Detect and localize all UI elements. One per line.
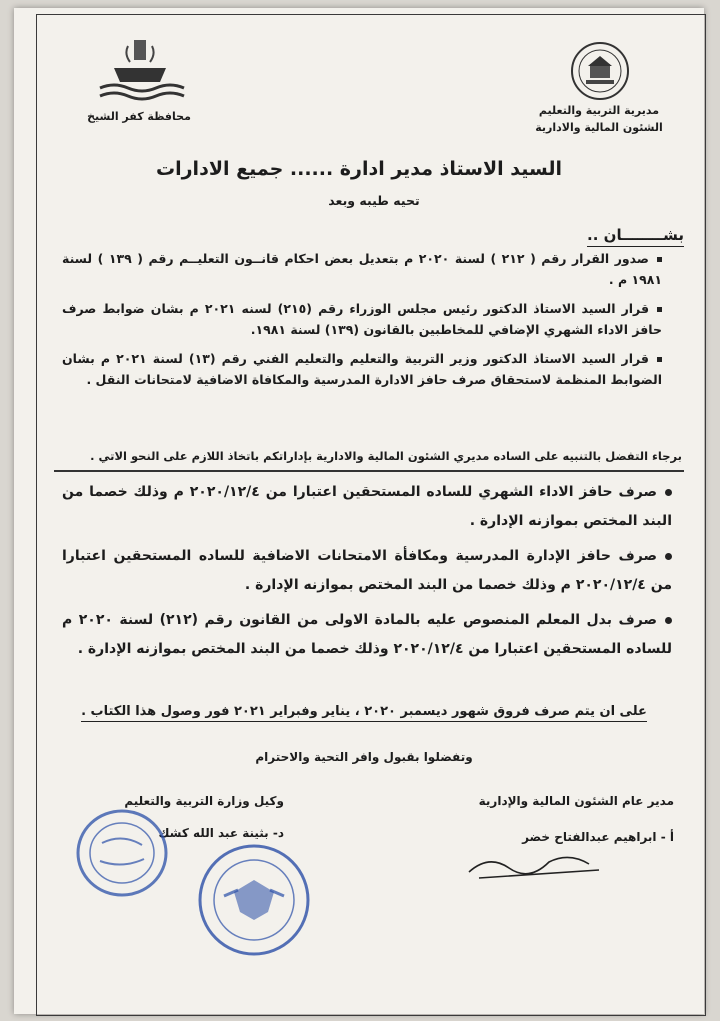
- greeting: تحيه طيبه وبعد: [328, 193, 420, 208]
- round-bullet-icon: [665, 553, 672, 560]
- subject-label: بشــــــــان ..: [587, 226, 684, 247]
- governorate-name: محافظة كفر الشيخ: [87, 110, 191, 123]
- square-bullet-icon: [657, 357, 662, 362]
- round-bullet-icon: [665, 489, 672, 496]
- ministry-logo: [569, 40, 631, 102]
- square-bullet-icon: [657, 257, 662, 262]
- references-list: [62, 248, 662, 390]
- addressee-title: السيد الاستاذ مدير ادارة ...... جميع الادارات: [156, 158, 562, 180]
- department-name: الشئون المالية والادارية: [535, 121, 663, 134]
- action-item: صرف بدل المعلم المنصوص عليه بالمادة الاولى من القانون رقم (٢١٢) لسنة ٢٠٢٠ م للساده المستحقين اعتبارا من ٢٠٢٠/١٢/٤ وذلك خصما من البند المختص بموازنه الإدارة .: [62, 612, 672, 657]
- divider: [54, 470, 684, 472]
- document-page: [14, 8, 704, 1014]
- directorate-name: مديرية التربية والتعليم: [538, 104, 660, 117]
- reference-item: قرار السيد الاستاذ الدكتور رئيس مجلس الوزراء رقم (٢١٥) لسنه ٢٠٢١ م بشان ضوابط صرف حافز الاداء الشهري الإضافي للمخاطبين بالقانون (١٣٩) لسنة ١٩٨١.: [62, 301, 662, 337]
- eagle-seal-stamp: [194, 840, 314, 960]
- action-item: صرف حافز الاداء الشهري للساده المستحقين اعتبارا من ٢٠٢٠/١٢/٤ م وذلك خصما من البند المختص بموازنه الإدارة .: [62, 484, 672, 529]
- ministry-stamp: [72, 803, 172, 903]
- round-bullet-icon: [665, 617, 672, 624]
- signatory-left-title: وكيل وزارة التربية والتعليم: [124, 794, 284, 808]
- actions-list: [62, 478, 672, 664]
- request-line: برجاء التفضل بالتنبيه على الساده مديري الشئون المالية والادارية بإداراتكم باتخاذ اللازم على النحو الاتي .: [90, 449, 682, 463]
- square-bullet-icon: [657, 307, 662, 312]
- signatory-right-name: أ - ابراهيم عبدالفتاح خضر: [522, 830, 674, 844]
- payment-note: على ان يتم صرف فروق شهور ديسمبر ٢٠٢٠ ، يناير وفبراير ٢٠٢١ فور وصول هذا الكتاب .: [81, 704, 647, 722]
- signatory-right-title: مدير عام الشئون المالية والإدارية: [478, 794, 674, 808]
- reference-item: قرار السيد الاستاذ الدكتور وزير التربية والتعليم والتعليم الفني رقم (١٣) لسنة ٢٠٢١ م بشان الضوابط المنظمة لاستحقاق صرف حافز الادارة المدرسية والمكافاة الاضافية لامتحانات النقل .: [62, 351, 662, 387]
- reference-item: صدور القرار رقم ( ٢١٢ ) لسنة ٢٠٢٠ م بتعديل بعض احكام قانــون التعليــم رقم ( ١٣٩ ) لسنة ١٩٨١ م .: [62, 251, 662, 287]
- closing-line: وتفضلوا بقبول وافر التحية والاحترام: [255, 750, 473, 764]
- handwritten-signature-right: [459, 834, 609, 884]
- signatory-left-name: د- بثينة عبد الله كشك: [158, 826, 284, 840]
- governorate-emblem: [94, 38, 186, 108]
- action-item: صرف حافز الإدارة المدرسية ومكافأة الامتحانات الاضافية للساده المستحقين اعتبارا من ٢٠٢٠/١٢/٤ م وذلك خصما من البند المختص بموازنه الإدارة .: [62, 548, 672, 593]
